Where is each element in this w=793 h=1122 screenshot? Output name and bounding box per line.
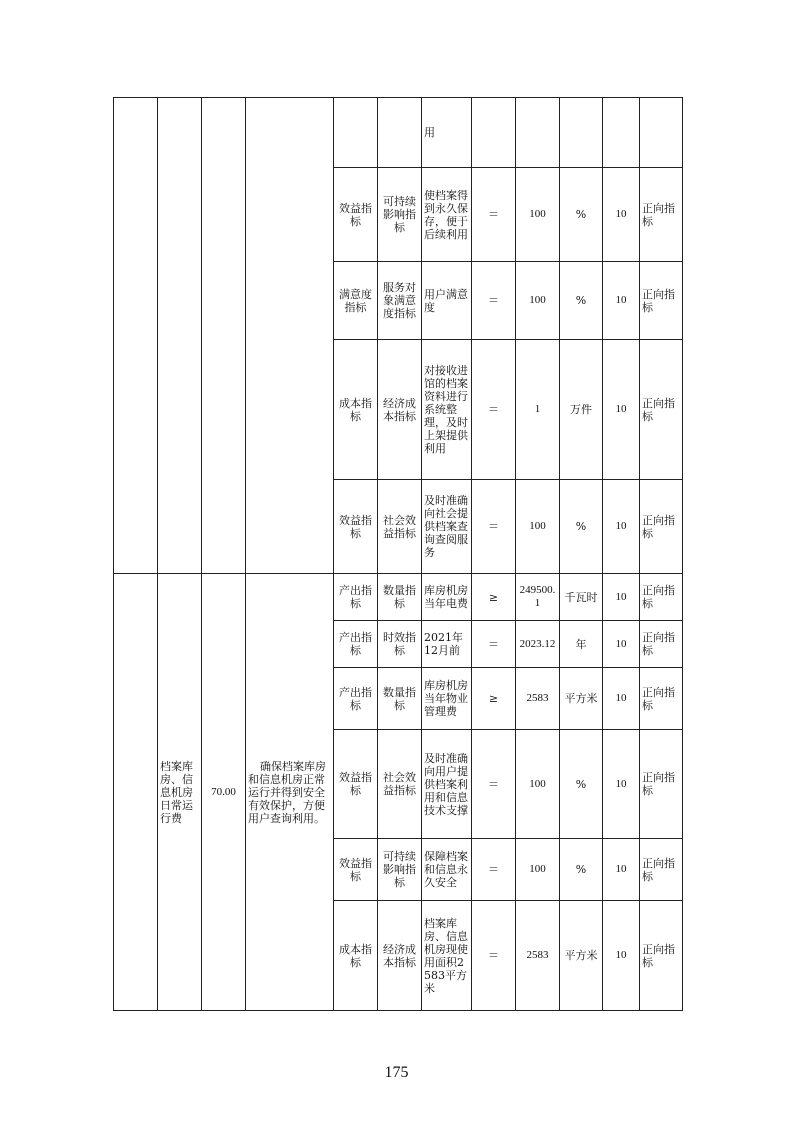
- direction-cell: [640, 98, 683, 168]
- level3-indicator-cell: 用: [422, 98, 472, 168]
- target-value-cell: 100: [516, 730, 560, 839]
- level1-indicator-cell: [334, 98, 378, 168]
- level1-indicator-cell: 效益指标: [334, 730, 378, 839]
- level1-indicator-cell: 产出指标: [334, 574, 378, 621]
- target-value-cell: 1: [516, 340, 560, 480]
- blank-cell: [202, 98, 246, 574]
- level2-indicator-cell: [378, 98, 422, 168]
- operator-cell: ＝: [472, 621, 516, 668]
- operator-cell: ＝: [472, 340, 516, 480]
- target-value-cell: [516, 98, 560, 168]
- page-number: 175: [384, 1064, 409, 1081]
- direction-cell: 正向指标: [640, 480, 683, 574]
- level3-indicator-cell: 保障档案和信息永久安全: [422, 839, 472, 901]
- unit-cell: %: [560, 839, 603, 901]
- target-value-cell: 100: [516, 262, 560, 340]
- operator-cell: ＝: [472, 480, 516, 574]
- score-cell: [603, 98, 640, 168]
- score-cell: 10: [603, 621, 640, 668]
- direction-cell: 正向指标: [640, 168, 683, 262]
- level3-indicator-cell: 库房机房当年物业管理费: [422, 668, 472, 730]
- blank-cell: [246, 98, 334, 574]
- direction-cell: 正向指标: [640, 621, 683, 668]
- level1-indicator-cell: 产出指标: [334, 621, 378, 668]
- level3-indicator-cell: 使档案得到永久保存，便于后续利用: [422, 168, 472, 262]
- level2-indicator-cell: 经济成本指标: [378, 901, 422, 1011]
- level1-indicator-cell: 效益指标: [334, 839, 378, 901]
- score-cell: 10: [603, 168, 640, 262]
- unit-cell: 平方米: [560, 901, 603, 1011]
- direction-cell: 正向指标: [640, 574, 683, 621]
- performance-indicator-table: [113, 97, 683, 1011]
- level3-indicator-cell: 档案库房、信息机房现使用面积2583平方米: [422, 901, 472, 1011]
- score-cell: 10: [603, 262, 640, 340]
- score-cell: 10: [603, 574, 640, 621]
- level2-indicator-cell: 数量指标: [378, 574, 422, 621]
- level3-indicator-cell: 对接收进馆的档案资料进行系统整理，及时上架提供利用: [422, 340, 472, 480]
- unit-cell: 万件: [560, 340, 603, 480]
- level2-indicator-cell: 数量指标: [378, 668, 422, 730]
- score-cell: 10: [603, 480, 640, 574]
- level2-indicator-cell: 服务对象满意度指标: [378, 262, 422, 340]
- operator-cell: ≥: [472, 668, 516, 730]
- direction-cell: 正向指标: [640, 262, 683, 340]
- project-goal-cell: 确保档案库房和信息机房正常运行并得到安全有效保护，方便用户查询利用。: [246, 574, 334, 1011]
- level1-indicator-cell: 满意度指标: [334, 262, 378, 340]
- target-value-cell: 2583: [516, 668, 560, 730]
- level1-indicator-cell: 效益指标: [334, 480, 378, 574]
- score-cell: 10: [603, 901, 640, 1011]
- level2-indicator-cell: 社会效益指标: [378, 730, 422, 839]
- unit-cell: [560, 98, 603, 168]
- score-cell: 10: [603, 340, 640, 480]
- score-cell: 10: [603, 668, 640, 730]
- blank-cell: [158, 98, 202, 574]
- level2-indicator-cell: 可持续影响指标: [378, 839, 422, 901]
- table-row: [114, 98, 683, 168]
- target-value-cell: 100: [516, 839, 560, 901]
- unit-cell: 年: [560, 621, 603, 668]
- score-cell: 10: [603, 839, 640, 901]
- operator-cell: ＝: [472, 839, 516, 901]
- level3-indicator-cell: 库房机房当年电费: [422, 574, 472, 621]
- target-value-cell: 100: [516, 480, 560, 574]
- score-cell: 10: [603, 730, 640, 839]
- level2-indicator-cell: 社会效益指标: [378, 480, 422, 574]
- project-name-cell: 档案库房、信息机房日常运行费: [158, 574, 202, 1011]
- target-value-cell: 2023.12: [516, 621, 560, 668]
- level1-indicator-cell: 成本指标: [334, 901, 378, 1011]
- level3-indicator-cell: 2021年12月前: [422, 621, 472, 668]
- direction-cell: 正向指标: [640, 901, 683, 1011]
- operator-cell: ＝: [472, 901, 516, 1011]
- unit-cell: %: [560, 730, 603, 839]
- level2-indicator-cell: 经济成本指标: [378, 340, 422, 480]
- unit-cell: %: [560, 480, 603, 574]
- direction-cell: 正向指标: [640, 839, 683, 901]
- level1-indicator-cell: 效益指标: [334, 168, 378, 262]
- level1-indicator-cell: 成本指标: [334, 340, 378, 480]
- direction-cell: 正向指标: [640, 668, 683, 730]
- blank-cell: [114, 574, 158, 1011]
- unit-cell: %: [560, 262, 603, 340]
- unit-cell: 千瓦时: [560, 574, 603, 621]
- level2-indicator-cell: 时效指标: [378, 621, 422, 668]
- target-value-cell: 100: [516, 168, 560, 262]
- unit-cell: %: [560, 168, 603, 262]
- blank-cell: [114, 98, 158, 574]
- operator-cell: ＝: [472, 168, 516, 262]
- operator-cell: ＝: [472, 730, 516, 839]
- direction-cell: 正向指标: [640, 340, 683, 480]
- operator-cell: ＝: [472, 262, 516, 340]
- level1-indicator-cell: 产出指标: [334, 668, 378, 730]
- project-amount-cell: 70.00: [202, 574, 246, 1011]
- level3-indicator-cell: 用户满意度: [422, 262, 472, 340]
- direction-cell: 正向指标: [640, 730, 683, 839]
- target-value-cell: 249500.1: [516, 574, 560, 621]
- target-value-cell: 2583: [516, 901, 560, 1011]
- level3-indicator-cell: 及时准确向用户提供档案利用和信息技术支撑: [422, 730, 472, 839]
- level2-indicator-cell: 可持续影响指标: [378, 168, 422, 262]
- operator-cell: [472, 98, 516, 168]
- table-row: [114, 574, 683, 621]
- operator-cell: ≥: [472, 574, 516, 621]
- unit-cell: 平方米: [560, 668, 603, 730]
- level3-indicator-cell: 及时准确向社会提供档案查询查阅服务: [422, 480, 472, 574]
